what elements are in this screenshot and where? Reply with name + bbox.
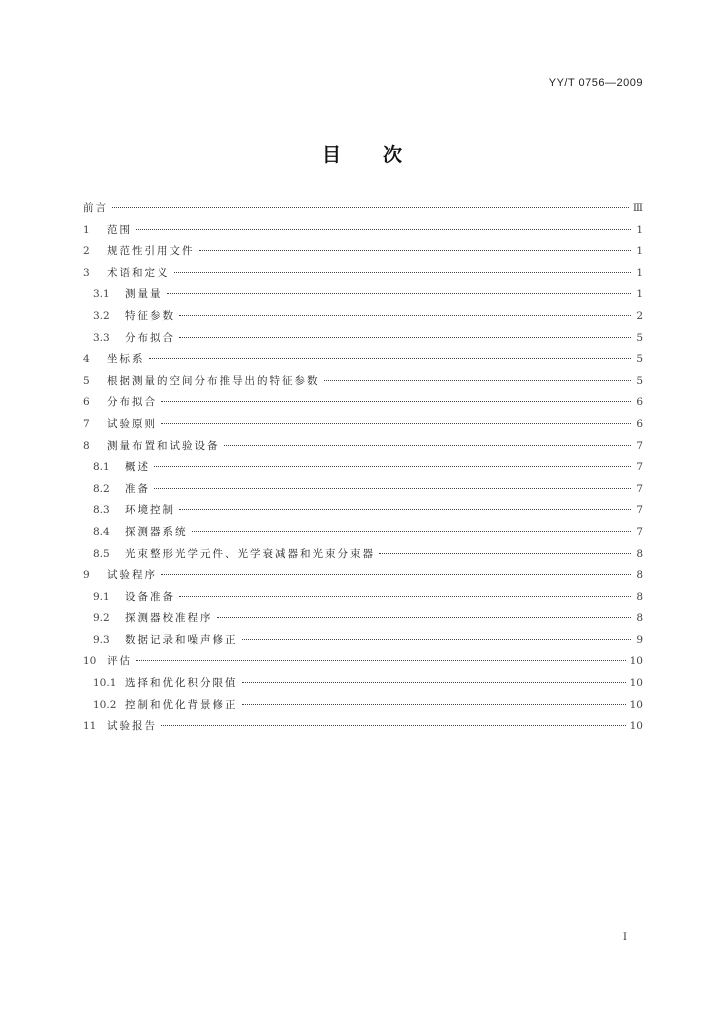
toc-entry[interactable] [83, 544, 643, 566]
toc-entry-page: 8 [636, 612, 643, 625]
toc-entry-title: 探测器校准程序 [125, 612, 213, 625]
toc-entry[interactable] [83, 241, 643, 263]
toc-entry-number: 8.3 [93, 504, 110, 517]
toc-entry[interactable] [83, 284, 643, 306]
toc-entry-number: 9.1 [93, 590, 110, 603]
toc-entry-title: 试验原则 [107, 417, 157, 430]
toc-entry-number: 10 [83, 655, 97, 668]
toc-entry-page: 7 [636, 461, 643, 474]
toc-entry-title: 概述 [125, 461, 150, 474]
toc-entry[interactable] [83, 479, 643, 501]
page-number: I [623, 932, 627, 943]
dot-leader [242, 639, 632, 640]
toc-entry[interactable] [83, 608, 643, 630]
toc-entry-number: 8.4 [93, 525, 110, 538]
toc-entry[interactable] [83, 220, 643, 242]
toc-entry-title: 测量布置和试验设备 [107, 439, 220, 452]
toc-entry[interactable] [83, 500, 643, 522]
toc-entry[interactable] [83, 414, 643, 436]
standard-code: YY/T 0756—2009 [548, 77, 643, 89]
toc-entry-page: 6 [636, 417, 643, 430]
toc-entry-title: 测量量 [125, 288, 163, 301]
toc-entry-title: 特征参数 [125, 309, 175, 322]
toc-entry-number: 3 [83, 266, 90, 279]
toc-entry[interactable] [83, 436, 643, 458]
toc-entry-page: 5 [636, 374, 643, 387]
dot-leader [199, 250, 632, 251]
toc-entry[interactable] [83, 263, 643, 285]
toc-entry-number: 9 [83, 569, 90, 582]
toc-entry[interactable] [83, 587, 643, 609]
toc-entry-number: 8.1 [93, 461, 110, 474]
toc-entry[interactable] [83, 651, 643, 673]
toc-entry-title: 术语和定义 [107, 266, 170, 279]
toc-entry-title: 分布拟合 [125, 331, 175, 344]
toc-entry-title: 试验报告 [107, 720, 157, 733]
toc-entry-number: 9.2 [93, 612, 110, 625]
toc-entry-title: 范围 [107, 223, 132, 236]
toc-entry-number: 8 [83, 439, 90, 452]
dot-leader [161, 423, 631, 424]
toc-entry-page: 10 [629, 677, 643, 690]
dot-leader [161, 401, 631, 402]
toc-entry-number: 4 [83, 353, 90, 366]
toc-entry-title: 设备准备 [125, 590, 175, 603]
toc-entry-title: 数据记录和噪声修正 [125, 633, 238, 646]
dot-leader [154, 488, 631, 489]
toc-entry[interactable] [83, 716, 643, 738]
toc-entry-title: 光束整形光学元件、光学衰减器和光束分束器 [125, 547, 375, 560]
toc-entry-page: 1 [636, 288, 643, 301]
toc-entry-number: 10.1 [93, 677, 117, 690]
toc-entry-number: 3.2 [93, 309, 110, 322]
toc-entry-page: 9 [636, 633, 643, 646]
toc-entry-number: 8.2 [93, 482, 110, 495]
toc-entry-title: 试验程序 [107, 569, 157, 582]
dot-leader [149, 358, 632, 359]
toc-entry[interactable] [83, 457, 643, 479]
title-char-2: 次 [383, 144, 403, 166]
dot-leader [161, 725, 626, 726]
dot-leader [192, 531, 632, 532]
toc-entry[interactable] [83, 673, 643, 695]
toc-entry-number: 10.2 [93, 698, 117, 711]
toc-entry-title: 根据测量的空间分布推导出的特征参数 [107, 374, 320, 387]
toc-entry-page: 8 [636, 547, 643, 560]
dot-leader [167, 293, 632, 294]
toc-entry[interactable] [83, 695, 643, 717]
toc-entry-page: 8 [636, 590, 643, 603]
toc-entry[interactable] [83, 565, 643, 587]
toc-entry-title: 分布拟合 [107, 396, 157, 409]
toc-entry[interactable] [83, 371, 643, 393]
toc-entry-page: Ⅲ [632, 202, 643, 214]
toc-entry-title: 前言 [83, 202, 108, 214]
toc-entry[interactable] [83, 306, 643, 328]
toc-entry-title: 选择和优化积分限值 [125, 677, 238, 690]
dot-leader [242, 704, 626, 705]
toc-entry-page: 7 [636, 525, 643, 538]
toc-entry-page: 5 [636, 331, 643, 344]
toc-entry[interactable] [83, 198, 643, 220]
dot-leader [154, 466, 631, 467]
dot-leader [224, 445, 632, 446]
toc-entry-page: 1 [636, 266, 643, 279]
toc-entry-title: 环境控制 [125, 504, 175, 517]
toc-entry[interactable] [83, 630, 643, 652]
title-char-1: 目 [321, 144, 341, 166]
table-of-contents [83, 198, 643, 738]
dot-leader [136, 660, 626, 661]
dot-leader [324, 380, 632, 381]
toc-entry-page: 10 [629, 655, 643, 668]
toc-entry-page: 10 [629, 698, 643, 711]
toc-entry-number: 5 [83, 374, 90, 387]
toc-entry-number: 9.3 [93, 633, 110, 646]
dot-leader [242, 682, 626, 683]
toc-entry-page: 5 [636, 353, 643, 366]
toc-entry[interactable] [83, 328, 643, 350]
toc-entry-number: 3.1 [93, 288, 110, 301]
toc-entry-page: 1 [636, 223, 643, 236]
dot-leader [179, 337, 631, 338]
toc-entry-number: 1 [83, 223, 90, 236]
toc-entry-title: 探测器系统 [125, 525, 188, 538]
toc-entry-title: 控制和优化背景修正 [125, 698, 238, 711]
toc-entry-page: 7 [636, 482, 643, 495]
toc-entry-title: 规范性引用文件 [107, 245, 195, 258]
toc-entry-page: 7 [636, 439, 643, 452]
toc-entry-number: 3.3 [93, 331, 110, 344]
dot-leader [217, 617, 632, 618]
toc-entry-page: 7 [636, 504, 643, 517]
toc-entry-number: 7 [83, 417, 90, 430]
toc-entry-title: 准备 [125, 482, 150, 495]
toc-entry-number: 6 [83, 396, 90, 409]
toc-entry[interactable] [83, 349, 643, 371]
page-title [0, 140, 724, 167]
toc-entry[interactable] [83, 522, 643, 544]
dot-leader [136, 229, 631, 230]
toc-entry-title: 评估 [107, 655, 132, 668]
dot-leader [161, 574, 631, 575]
toc-entry-number: 8.5 [93, 547, 110, 560]
dot-leader [179, 509, 631, 510]
dot-leader [179, 596, 631, 597]
toc-entry[interactable] [83, 392, 643, 414]
toc-entry-page: 8 [636, 569, 643, 582]
dot-leader [179, 315, 631, 316]
toc-entry-page: 6 [636, 396, 643, 409]
dot-leader [112, 207, 629, 208]
toc-entry-page: 2 [636, 309, 643, 322]
dot-leader [174, 272, 632, 273]
toc-entry-page: 1 [636, 245, 643, 258]
toc-entry-page: 10 [629, 720, 643, 733]
dot-leader [379, 553, 631, 554]
toc-entry-number: 11 [83, 720, 97, 733]
toc-entry-number: 2 [83, 245, 90, 258]
toc-entry-title: 坐标系 [107, 353, 145, 366]
